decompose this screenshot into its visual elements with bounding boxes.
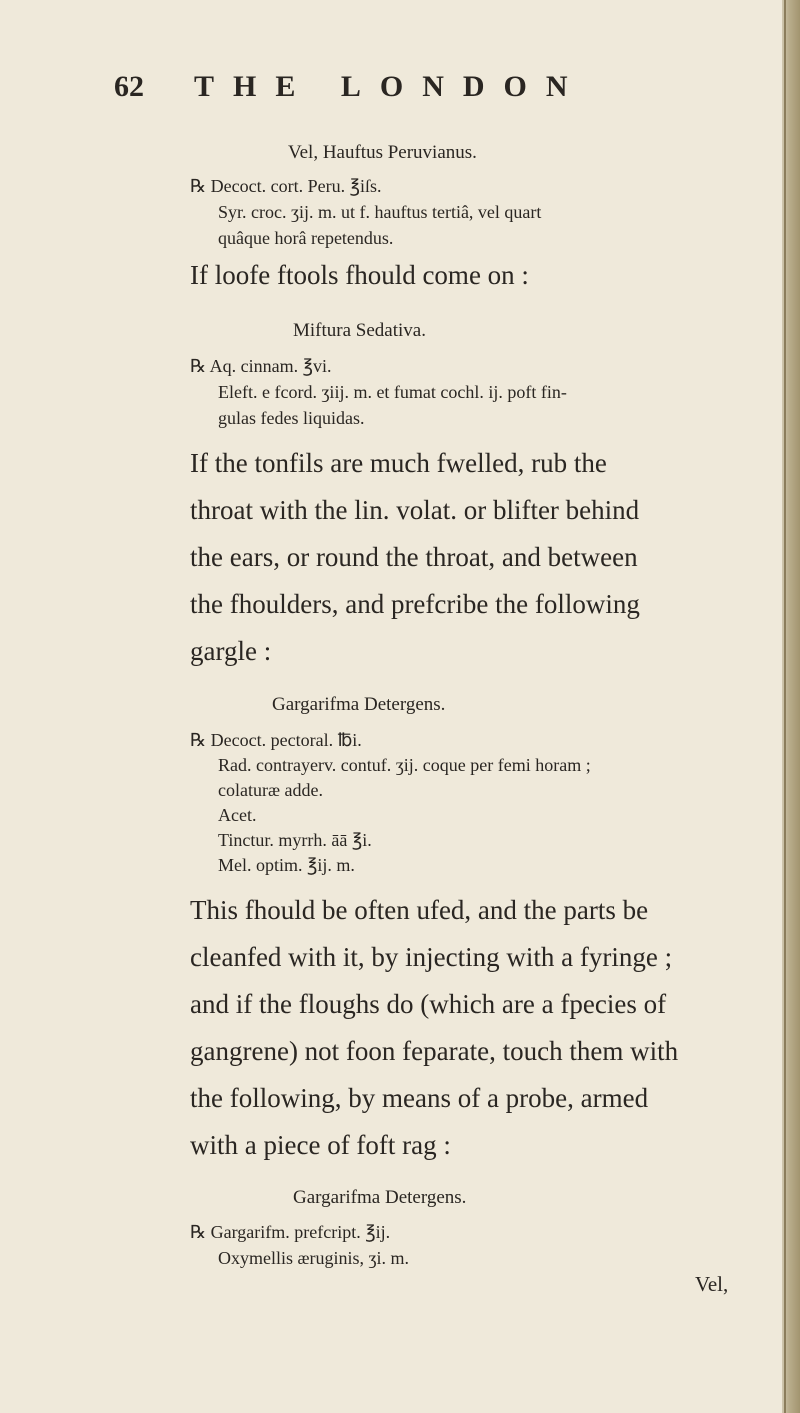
recipe-line: ℞ Gargarifm. prefcript. ℥ij. [190, 1222, 391, 1242]
recipe-title: Gargarifma Detergens. [293, 1187, 467, 1208]
body-text: gangrene) not foon feparate, touch them with [190, 1036, 679, 1066]
recipe-title: Miftura Sedativa. [293, 320, 426, 341]
body-text: If the tonfils are much fwelled, rub the [190, 448, 607, 478]
recipe-line: ℞ Decoct. pectoral. ℔i. [190, 730, 362, 750]
body-text: gargle : [190, 636, 272, 666]
body-text: If loofe ftools fhould come on : [190, 260, 529, 290]
recipe-line: Rad. contrayerv. contuf. ʒij. coque per femi horam ; [218, 755, 591, 775]
recipe-line: gulas fedes liquidas. [218, 408, 365, 428]
body-text: cleanfed with it, by injecting with a fyringe ; [190, 942, 673, 972]
recipe-title: Vel, Hauftus Peruvianus. [288, 142, 477, 163]
recipe-line: ℞ Aq. cinnam. ℥vi. [190, 356, 332, 376]
page-edge-line [784, 0, 786, 1413]
body-text: This fhould be often ufed, and the parts be [190, 895, 649, 925]
recipe-title: Gargarifma Detergens. [272, 694, 446, 715]
recipe-line: Acet. [218, 805, 257, 825]
catchword: Vel, [695, 1272, 729, 1296]
recipe-line: colaturæ adde. [218, 780, 323, 800]
recipe-line: Eleft. e fcord. ʒiij. m. et fumat cochl. ij. poft fin- [218, 382, 567, 402]
body-text: and if the floughs do (which are a fpecies of [190, 989, 667, 1019]
page-number: 62 [114, 70, 144, 103]
body-text: the ears, or round the throat, and between [190, 542, 638, 572]
recipe-line: ℞ Decoct. cort. Peru. ℥iſs. [190, 176, 382, 196]
recipe-line: Mel. optim. ℥ij. m. [218, 855, 355, 875]
body-text: with a piece of foft rag : [190, 1130, 451, 1160]
recipe-line: quâque horâ repetendus. [218, 228, 394, 248]
body-text: throat with the lin. volat. or blifter behind [190, 495, 640, 525]
running-title: THE LONDON [194, 70, 587, 103]
page-header [114, 70, 587, 104]
recipe-line: Syr. croc. ʒij. m. ut f. hauftus tertiâ, vel quart [218, 202, 542, 222]
recipe-line: Oxymellis æruginis, ʒi. m. [218, 1248, 409, 1268]
body-text: the fhoulders, and prefcribe the following [190, 589, 640, 619]
body-text: the following, by means of a probe, armed [190, 1083, 649, 1113]
recipe-line: Tinctur. myrrh. āā ℥i. [218, 830, 372, 850]
